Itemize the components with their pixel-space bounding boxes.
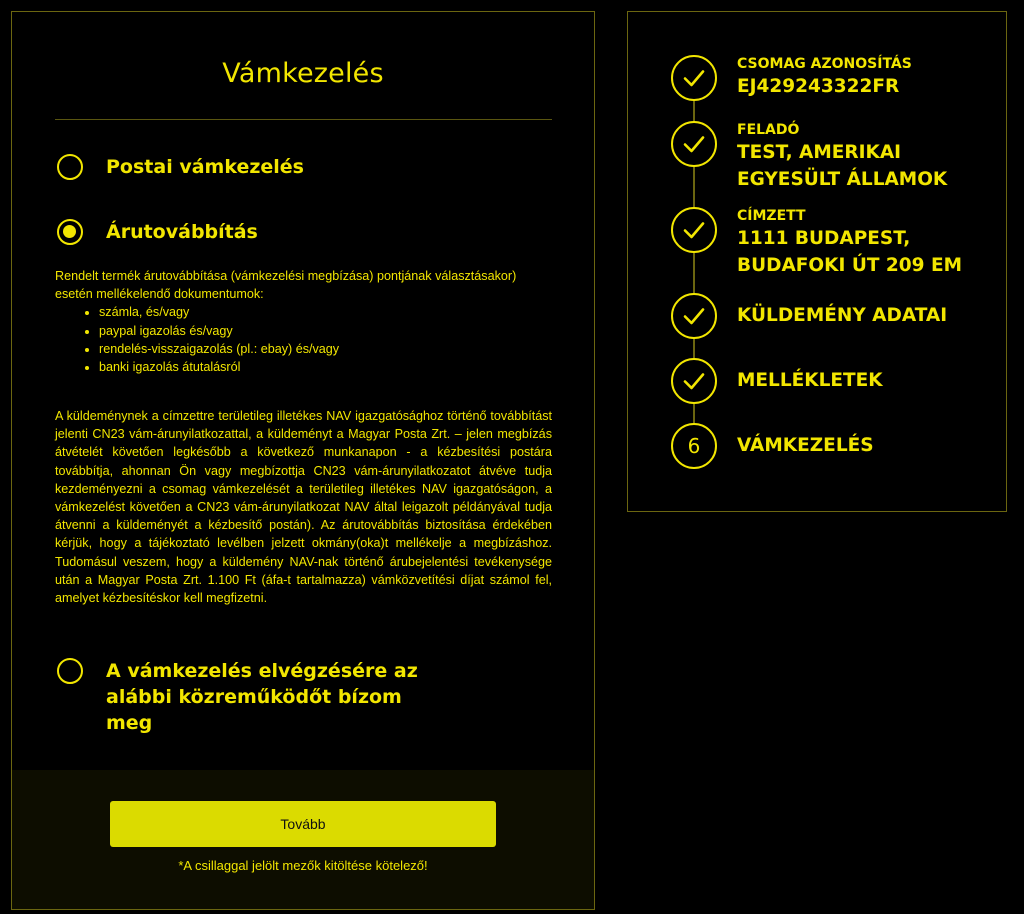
step-done-circle [671, 207, 717, 253]
required-documents-info [55, 267, 552, 376]
check-icon [682, 66, 706, 90]
step-current-circle [671, 423, 717, 469]
step-value: EGYESÜLT ÁLLAMOK [737, 169, 948, 190]
step-felado [671, 121, 947, 193]
step-done-circle [671, 121, 717, 167]
step-value: BUDAFOKI ÚT 209 EM [737, 255, 963, 276]
document-item: • banki igazolás átutalásról [99, 358, 552, 376]
required-fields-note: *A csillaggal jelölt mezők kitöltése kötelező! [178, 858, 428, 873]
progress-steps-panel [627, 11, 1007, 512]
form-footer [12, 770, 594, 909]
step-value: EJ429243322FR [737, 76, 900, 97]
step-title: MELLÉKLETEK [737, 370, 883, 391]
step-label: FELADÓ [737, 122, 800, 138]
document-item: • paypal igazolás és/vagy [99, 322, 552, 340]
step-mellekletek [671, 358, 883, 404]
check-icon [682, 369, 706, 393]
check-icon [682, 304, 706, 328]
step-value: 1111 BUDAPEST, [737, 228, 911, 249]
customs-form-panel [11, 11, 595, 910]
title-divider [55, 119, 552, 120]
next-button[interactable]: Tovább [110, 801, 496, 847]
step-title: VÁMKEZELÉS [737, 435, 874, 456]
step-label: CÍMZETT [737, 208, 806, 224]
check-icon [682, 218, 706, 242]
step-kuldemeny-adatai [671, 293, 947, 339]
option-postai-label: Postai vámkezelés [106, 156, 304, 178]
step-label: CSOMAG AZONOSÍTÁS [737, 56, 912, 72]
radio-kozremukodo[interactable] [57, 658, 83, 684]
radio-arutovabbitas[interactable] [57, 219, 83, 245]
step-done-circle [671, 358, 717, 404]
check-icon [682, 132, 706, 156]
radio-postai[interactable] [57, 154, 83, 180]
page-title: Vámkezelés [222, 58, 384, 89]
option-arutovabbitas-label: Árutovábbítás [106, 221, 258, 243]
option-kozremukodo-label: A vámkezelés elvégzésére az alábbi közreműködőt bízom meg [106, 660, 418, 734]
step-vamkezeles-current [671, 423, 874, 469]
option-postai-vamkezeles[interactable] [57, 154, 304, 180]
step-number: 6 [687, 434, 701, 458]
documents-list [99, 303, 552, 376]
step-cimzett [671, 207, 962, 279]
step-done-circle [671, 293, 717, 339]
step-done-circle [671, 55, 717, 101]
document-item: • rendelés-visszaigazolás (pl.: ebay) és/vagy [99, 340, 552, 358]
document-item: • számla, és/vagy [99, 303, 552, 321]
step-value: TEST, AMERIKAI [737, 142, 902, 163]
step-title: KÜLDEMÉNY ADATAI [737, 305, 948, 326]
step-csomag-azonositas [671, 55, 912, 101]
legal-text: A küldeménynek a címzettre területileg illetékes NAV igazgatósághoz történő továbbítást jelenti CN23 vám-árunyilatkozattal, a küldeményt a Magyar Posta Zrt. – jelen megbízás átvételét követően legkésőbb a következő munkanapon - a kézbesítési postára továbbítja, ahonnan Ön vagy megbízottja CN23 vám-árunyilatkozatot átvéve tudja kezdeményezni a csomag vámkezelését a területileg illetékes NAV igazgatóságon, a vámkezelést követően a CN23 vám-árunyilatkozat NAV által leigazolt példányával tudja átvenni a küldeményét a kézbesítő postán). Az árutovábbítás biztosítása érdekében kérjük, hogy a tájékoztató levélben jelzett okmány(oka)t mellékelje a megbízáshoz. Tudomásul veszem, hogy a küldemény NAV-nak történő árubejelentési tevékenysége után a Magyar Posta Zrt. 1.100 Ft (áfa-t tartalmazza) vámközvetítési díjat számol fel, amelyet kézbesítéskor kell megfizetni. [55, 409, 552, 606]
option-kozremukodo[interactable] [57, 658, 446, 736]
option-arutovabbitas[interactable] [57, 219, 258, 245]
documents-intro: Rendelt termék árutovábbítása (vámkezelési megbízása) pontjának választásakor) esetén mellékelendő dokumentumok: [55, 269, 517, 302]
